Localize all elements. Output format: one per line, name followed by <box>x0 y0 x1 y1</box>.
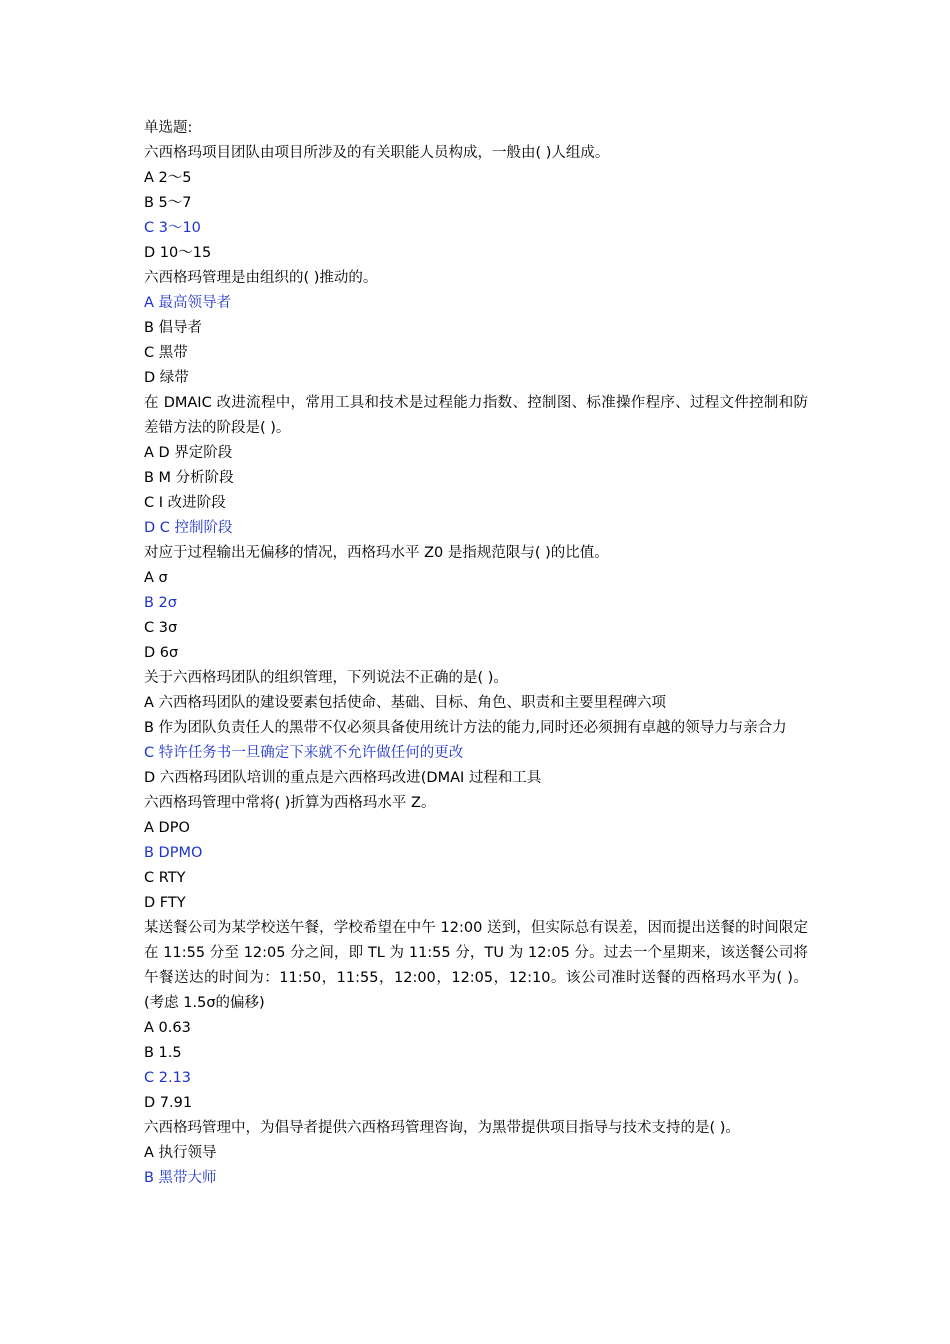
option: A 执行领导 <box>144 1145 217 1161</box>
option-answer: B 2σ <box>144 595 177 611</box>
question-4 <box>144 541 808 666</box>
option: A 六西格玛团队的建设要素包括使命、基础、目标、角色、职责和主要里程碑六项 <box>144 695 667 711</box>
option: B 倡导者 <box>144 320 203 336</box>
option: A 0.63 <box>144 1020 191 1036</box>
option-answer: A 最高领导者 <box>144 295 232 311</box>
option: C I 改进阶段 <box>144 495 226 511</box>
option-answer: B 黑带大师 <box>144 1170 217 1186</box>
question-7 <box>144 916 808 1116</box>
option: B 1.5 <box>144 1045 182 1061</box>
option: A σ <box>144 570 168 586</box>
option-answer: C 2.13 <box>144 1070 192 1086</box>
option: A DPO <box>144 820 190 836</box>
question-text: 对应于过程输出无偏移的情况，西格玛水平 Z0 是指规范限与( )的比值。 <box>144 545 609 561</box>
option: D 10～15 <box>144 245 212 261</box>
option: D 7.91 <box>144 1095 193 1111</box>
question-6 <box>144 791 808 916</box>
option: C 黑带 <box>144 345 188 361</box>
option: B M 分析阶段 <box>144 470 234 486</box>
option: C 3σ <box>144 620 178 636</box>
option-answer: C 3～10 <box>144 220 201 236</box>
option: A 2～5 <box>144 170 192 186</box>
question-text: 六西格玛管理是由组织的( )推动的。 <box>144 270 378 286</box>
option-answer: C 特许任务书一旦确定下来就不允许做任何的更改 <box>144 745 464 761</box>
option-answer: D C 控制阶段 <box>144 520 233 536</box>
option: D 六西格玛团队培训的重点是六西格玛改进(DMAI 过程和工具 <box>144 770 542 786</box>
question-3 <box>144 391 808 541</box>
question-8 <box>144 1116 808 1191</box>
question-text: 某送餐公司为某学校送午餐，学校希望在中午 12:00 送到，但实际总有误差，因而提出送餐的时间限定在 11:55 分至 12:05 分之间，即 TL 为 11:55 分，TU 为 12:05 分。过去一个星期来，该送餐公司将午餐送达的时间为：11:50，11:55，12:00，12:05，12:10。该公司准时送餐的西格玛水平为( )。(考虑 1.5σ的偏移) <box>144 920 808 1011</box>
option: D 6σ <box>144 645 179 661</box>
option: D 绿带 <box>144 370 189 386</box>
option: D FTY <box>144 895 186 911</box>
section-header: 单选题: <box>144 120 193 136</box>
option: A D 界定阶段 <box>144 445 233 461</box>
question-text: 在 DMAIC 改进流程中，常用工具和技术是过程能力指数、控制图、标准操作程序、过程文件控制和防差错方法的阶段是( )。 <box>144 395 808 436</box>
option-answer: B DPMO <box>144 845 203 861</box>
question-2 <box>144 266 808 391</box>
question-text: 六西格玛管理中，为倡导者提供六西格玛管理咨询，为黑带提供项目指导与技术支持的是( )。 <box>144 1120 740 1136</box>
document-page <box>144 116 808 1191</box>
question-text: 六西格玛项目团队由项目所涉及的有关职能人员构成，一般由( )人组成。 <box>144 145 610 161</box>
question-1 <box>144 141 808 266</box>
option: B 作为团队负责任人的黑带不仅必须具备使用统计方法的能力,同时还必须拥有卓越的领导力与亲合力 <box>144 720 787 736</box>
question-5 <box>144 666 808 791</box>
option: C RTY <box>144 870 186 886</box>
question-text: 关于六西格玛团队的组织管理，下列说法不正确的是( )。 <box>144 670 508 686</box>
question-text: 六西格玛管理中常将( )折算为西格玛水平 Z。 <box>144 795 436 811</box>
option: B 5～7 <box>144 195 192 211</box>
